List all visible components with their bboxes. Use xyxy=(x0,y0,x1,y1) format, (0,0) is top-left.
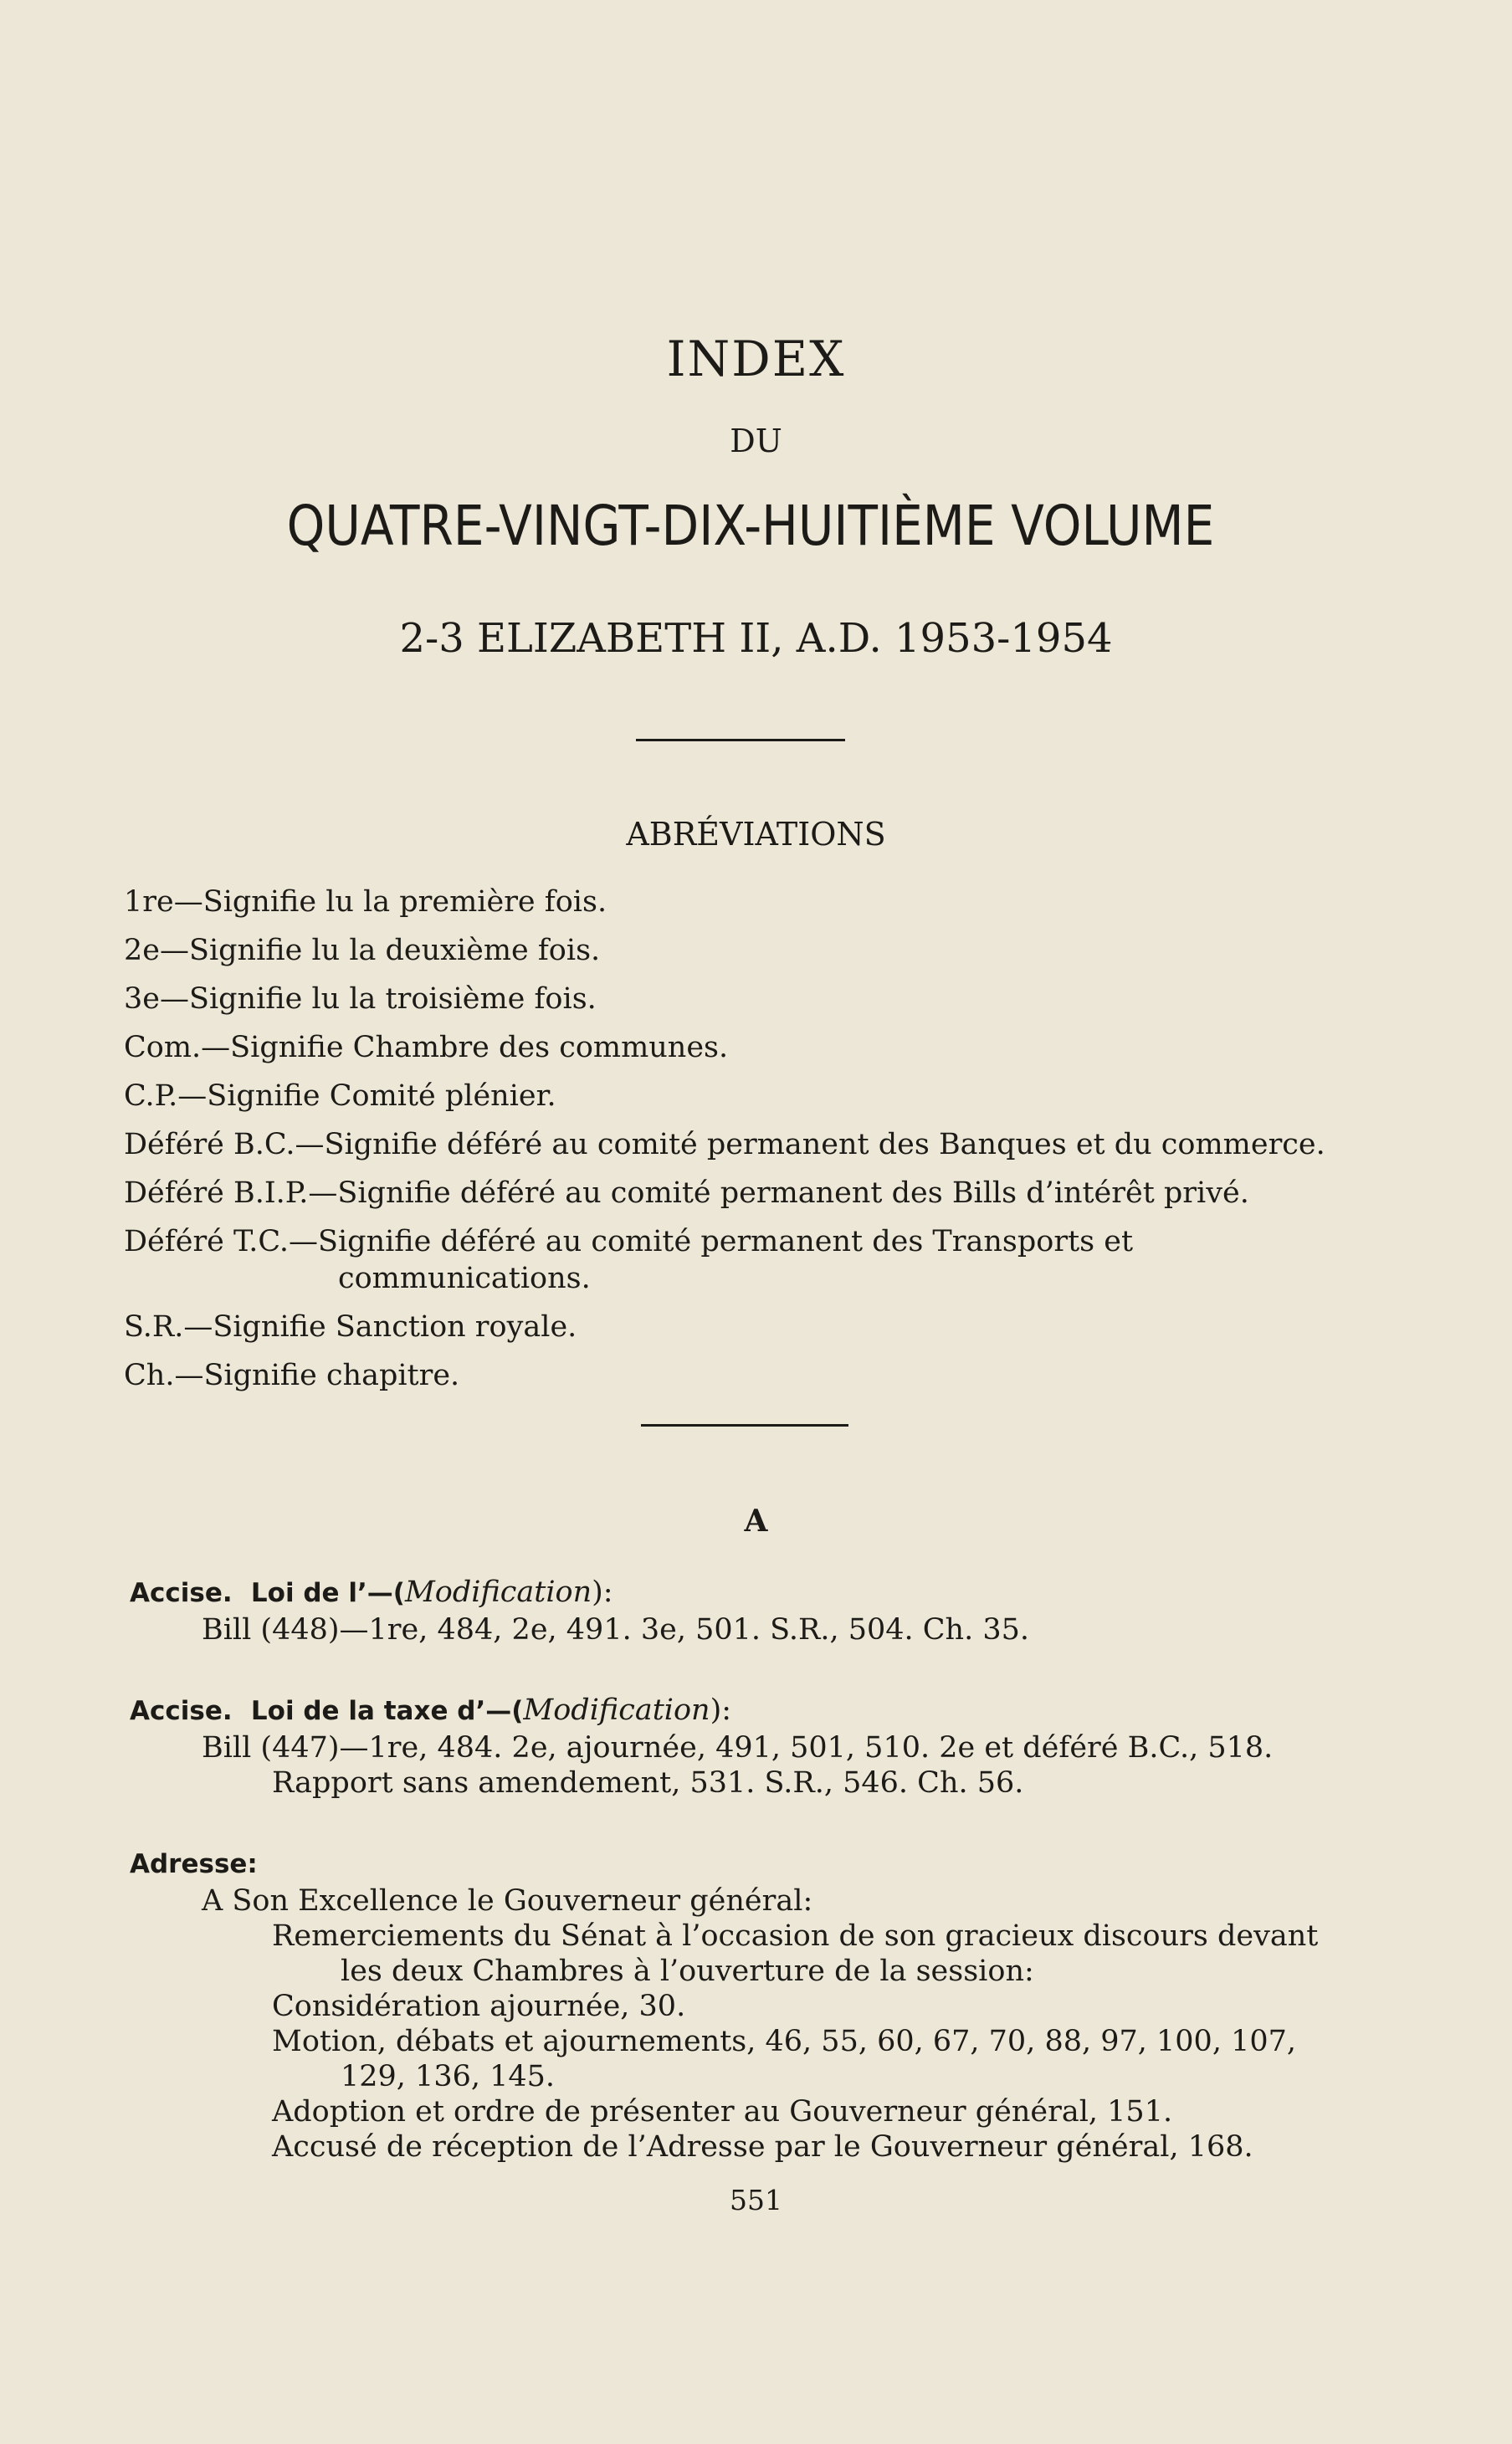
index-title: INDEX xyxy=(666,330,846,387)
section-letter: A xyxy=(744,1504,768,1539)
sub-sub-entry: Accusé de réception de l’Adresse par le Gouverneur général, 168. xyxy=(272,2130,1253,2164)
index-entries xyxy=(130,1573,1368,2208)
entry-keyword: Adresse: xyxy=(130,1849,258,1879)
abbreviations-heading: ABRÉVIATIONS xyxy=(626,816,886,853)
bill-line-continuation: Rapport sans amendement, 531. S.R., 546. Ch. 56. xyxy=(272,1766,1024,1800)
abbreviation-item: Ch.—Signifie chapitre. xyxy=(124,1359,460,1392)
abbreviation-item: 2e—Signifie lu la deuxième fois. xyxy=(124,934,601,967)
abbreviation-item: 1re—Signifie lu la première fois. xyxy=(124,885,607,919)
entry-heading xyxy=(130,1844,1368,1883)
volume-title: QUATRE-VINGT-DIX-HUITIÈME VOLUME xyxy=(286,494,1215,558)
entry-subject: Loi de la taxe d’—( xyxy=(250,1696,524,1726)
divider-rule xyxy=(636,739,845,741)
abbreviation-item xyxy=(124,1223,1379,1309)
entry-accise-taxe xyxy=(130,1691,1368,1801)
abbreviation-item: Déféré B.C.—Signifie déféré au comité permanent des Banques et du commerce. xyxy=(124,1128,1325,1161)
divider-rule xyxy=(641,1424,848,1427)
abbreviation-text: Déféré T.C.—Signifie déféré au comité permanent des Transports et xyxy=(124,1225,1134,1258)
sub-entry: A Son Excellence le Gouverneur général: xyxy=(202,1884,813,1918)
title-du: DU xyxy=(730,423,782,459)
sub-sub-entry-continuation: les deux Chambres à l’ouverture de la session: xyxy=(341,1955,1034,1988)
page-number: 551 xyxy=(730,2184,782,2216)
entry-heading xyxy=(130,1573,1368,1612)
entry-keyword: Accise. xyxy=(130,1696,233,1726)
abbreviation-item: 3e—Signifie lu la troisième fois. xyxy=(124,982,597,1016)
entry-close: ): xyxy=(710,1693,732,1727)
entry-keyword: Accise. xyxy=(130,1578,233,1608)
sub-sub-entry: Remerciements du Sénat à l’occasion de son gracieux discours devant xyxy=(272,1919,1319,1953)
abbreviation-item: Com.—Signifie Chambre des communes. xyxy=(124,1031,729,1064)
sub-sub-entry: Adoption et ordre de présenter au Gouverneur général, 151. xyxy=(272,2095,1173,2129)
bill-line: Bill (448)—1re, 484, 2e, 491. 3e, 501. S.R., 504. Ch. 35. xyxy=(202,1613,1030,1647)
entry-subject: Loi de l’—( xyxy=(250,1578,405,1608)
entry-close: ): xyxy=(592,1576,613,1609)
sub-sub-entry: Motion, débats et ajournements, 46, 55, 60, 67, 70, 88, 97, 100, 107, xyxy=(272,2025,1297,2058)
sub-sub-entry: Considération ajournée, 30. xyxy=(272,1990,686,2023)
entry-modification: Modification xyxy=(404,1576,592,1609)
reign-subtitle: 2-3 ELIZABETH II, A.D. 1953-1954 xyxy=(399,615,1113,662)
abbreviation-item: C.P.—Signifie Comité plénier. xyxy=(124,1079,556,1113)
bill-line: Bill (447)—1re, 484. 2e, ajournée, 491, 501, 510. 2e et déféré B.C., 518. xyxy=(202,1731,1274,1765)
entry-heading xyxy=(130,1691,1368,1730)
abbreviations-list xyxy=(124,884,1379,1406)
entry-adresse xyxy=(130,1844,1368,2165)
abbreviation-item: Déféré B.I.P.—Signifie déféré au comité permanent des Bills d’intérêt privé. xyxy=(124,1176,1249,1210)
abbreviation-item: S.R.—Signifie Sanction royale. xyxy=(124,1310,577,1344)
entry-modification: Modification xyxy=(523,1693,710,1727)
sub-sub-entry-continuation: 129, 136, 145. xyxy=(341,2060,556,2093)
entry-accise xyxy=(130,1573,1368,1647)
abbreviation-continuation: communications. xyxy=(338,1262,591,1295)
